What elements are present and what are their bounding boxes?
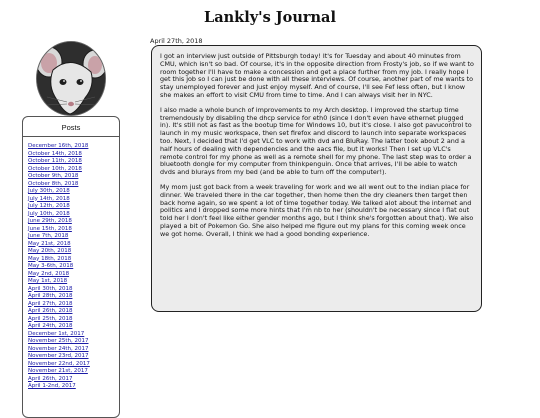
post-link[interactable]: November 23rd, 2017 — [28, 353, 89, 359]
post-paragraph: I also made a whole bunch of improvements to my Arch desktop. I improved the startup time tremendously by disabling the dhcp service for eth0 (since I don't even have ethernet plugged in). It's still not as fast as the bootup time for Windows 10, but it's close. I also got pavucontrol to launch in my music workspace, then set firefox and discord to launch into separate workspaces too. Next, I decided that I'd get VLC to work with dvd and BluRay. The latter took about 2 and a half hours of dealing with dependencies and the aacs file, but it works! Then I set up VLC's remote control for my phone as well as a remote shell for my phone. The last step was to order a bluetooth dongle for my computer from thinkpenguin. Once that arrives, I'll be able to watch dvds and blurays from my bed (and be able to turn off the computer!). — [160, 105, 472, 177]
post-link[interactable]: June 29th, 2018 — [28, 218, 72, 224]
list-item — [28, 214, 119, 222]
post-link[interactable]: May 1st, 2018 — [28, 278, 68, 284]
post-link[interactable]: November 22nd, 2017 — [28, 360, 90, 367]
list-item — [28, 139, 119, 147]
post-link[interactable]: April 28th, 2018 — [28, 293, 73, 299]
post-paragraph: My mom just got back from a week traveling for work and we all went out to the indian place for dinner. We traveled there in the car together, then home then the dry cleaners then target then back home again, so we spent a lot of time together today. We talked alot about the internet and politics and I dropped some more hints that I'm nb to her (shouldn't be necessary since I flat out told her I don't feel like either gender months ago, but I think she's forgotten about that). We also played a bit of Pokemon Go. She also helped me figure out my plans for this coming week once we got home. Overall, I think we had a good bonding experience. — [160, 182, 474, 238]
list-item — [28, 282, 119, 290]
list-item — [28, 222, 119, 230]
post-link[interactable]: June 15th, 2018 — [28, 225, 72, 232]
post-link[interactable]: November 24th, 2017 — [28, 345, 89, 352]
post-link[interactable]: May 21st, 2018 — [28, 240, 71, 247]
list-item — [28, 192, 119, 200]
post-link[interactable]: October 9th, 2018 — [28, 173, 79, 179]
list-item — [28, 357, 119, 365]
post-link[interactable]: July 14th, 2018 — [28, 195, 70, 202]
list-item — [28, 312, 119, 320]
list-item — [28, 379, 119, 387]
list-item — [28, 267, 119, 275]
list-item — [28, 304, 119, 312]
post-link[interactable]: May 18th, 2018 — [28, 255, 72, 262]
list-item — [28, 297, 119, 305]
list-item — [28, 364, 119, 372]
post-link[interactable]: December 16th, 2018 — [28, 143, 89, 149]
post-date: April 27th, 2018 — [150, 37, 203, 45]
post-link[interactable]: April 27th, 2018 — [28, 300, 73, 307]
post-link[interactable]: July 12th, 2018 — [28, 203, 70, 209]
post-link[interactable]: December 1st, 2017 — [28, 330, 85, 337]
list-item — [28, 237, 119, 245]
list-item — [28, 319, 119, 327]
list-item — [28, 147, 119, 155]
post-link[interactable]: May 3-6th, 2018 — [28, 263, 74, 269]
post-body — [151, 45, 482, 312]
list-item — [28, 349, 119, 357]
list-item — [28, 154, 119, 162]
posts-heading: Posts — [61, 123, 81, 132]
list-item — [28, 229, 119, 237]
list-item — [28, 289, 119, 297]
post-link[interactable]: April 26th, 2018 — [28, 308, 73, 314]
post-link[interactable]: November 25th, 2017 — [28, 338, 89, 344]
post-link[interactable]: April 25th, 2018 — [28, 315, 73, 322]
site-title: Lankly's Journal — [204, 9, 336, 26]
post-link[interactable]: April 26th, 2017 — [28, 375, 73, 382]
list-item — [28, 274, 119, 282]
post-link[interactable]: April 30th, 2018 — [28, 285, 73, 292]
list-item — [28, 199, 119, 207]
list-item — [28, 177, 119, 185]
list-item — [28, 342, 119, 350]
post-link[interactable]: May 20th, 2018 — [28, 248, 72, 254]
post-link[interactable]: October 10th, 2018 — [28, 165, 82, 172]
list-item — [28, 169, 119, 177]
posts-sidebar — [22, 116, 120, 418]
post-link[interactable]: April 1-2nd, 2017 — [28, 383, 76, 389]
post-link[interactable]: July 10th, 2018 — [28, 210, 70, 217]
list-item — [28, 327, 119, 335]
post-link[interactable]: April 24th, 2018 — [28, 323, 73, 329]
list-item — [28, 162, 119, 170]
post-link[interactable]: July 30th, 2018 — [28, 188, 70, 194]
post-link[interactable]: June 7th, 2018 — [28, 233, 69, 239]
post-link[interactable]: October 14th, 2018 — [28, 150, 82, 157]
post-link[interactable]: May 2nd, 2018 — [28, 270, 70, 277]
avatar — [36, 41, 106, 116]
post-link[interactable]: November 21st, 2017 — [28, 368, 88, 374]
rat-avatar-icon — [37, 42, 105, 115]
list-item — [28, 252, 119, 260]
list-item — [28, 334, 119, 342]
list-item — [28, 259, 119, 267]
list-item — [28, 244, 119, 252]
list-item — [28, 207, 119, 215]
post-link[interactable]: October 11th, 2018 — [28, 158, 82, 164]
post-link[interactable]: October 8th, 2018 — [28, 180, 79, 187]
posts-list — [23, 137, 119, 387]
post-paragraph: I got an interview just outside of Pittsburgh today! It's for Tuesday and about 40 minutes from CMU, which isn't so bad. Of course, it's in the opposite direction from Frosty's job, so if we want to room together I'll have to make a concession and get a place further from my job. I really hope I get this job so I can just be done with all these interviews. Of course, another part of me wants to stay unemployed forever and just enjoy myself. And of course, I'll see Fef less often, but I know she makes an effort to visit CMU from time to time. And I can always visit her in NYC. — [160, 52, 474, 99]
